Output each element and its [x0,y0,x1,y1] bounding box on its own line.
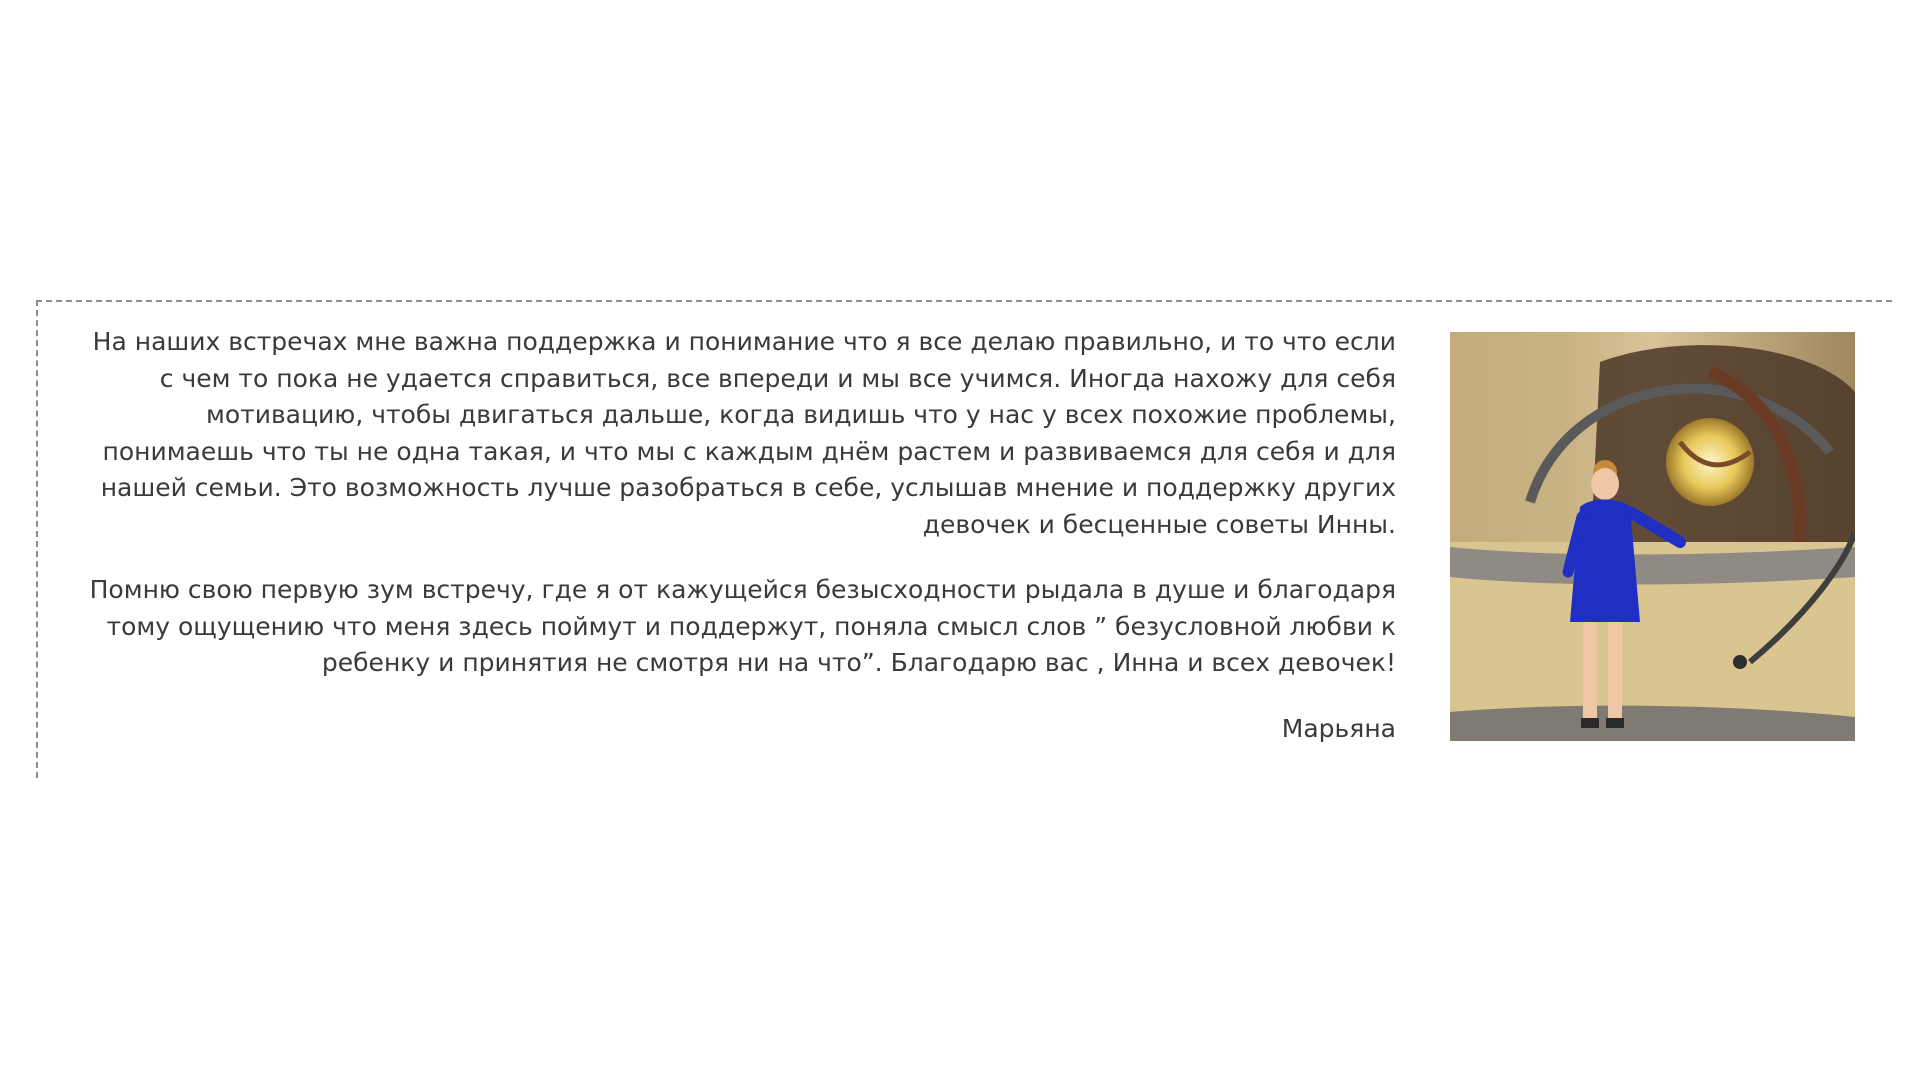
testimonial-card [36,300,1892,778]
author-photo-illustration [1450,332,1855,741]
testimonial-paragraph-2: Помню свою первую зум встречу, где я от кажущейся безысходности рыдала в душе и благодаря тому ощущению что меня здесь поймут и поддержут, поняла смысл слов ” безусловной любви к ребенку и принятия не смотря ни на что”. Благодарю вас , Инна и всех девочек! [89,575,1396,677]
testimonial-author: Марьяна [1281,713,1396,743]
testimonial-text [88,324,1396,776]
author-photo [1450,332,1855,741]
testimonial-paragraph-1: На наших встречах мне важна поддержка и понимание что я все делаю правильно, и то что если с чем то пока не удается справиться, все впереди и мы все учимся. Иногда нахожу для себя мотивацию, чтобы двигаться дальше, когда видишь что у нас у всех похожие проблемы, понимаешь что ты не одна такая, и что мы с каждым днём растем и развиваемся для себя и для нашей семьи. Это возможность лучше разобраться в себе, услышав мнение и поддержку других девочек и бесценные советы Инны. [92,327,1396,539]
